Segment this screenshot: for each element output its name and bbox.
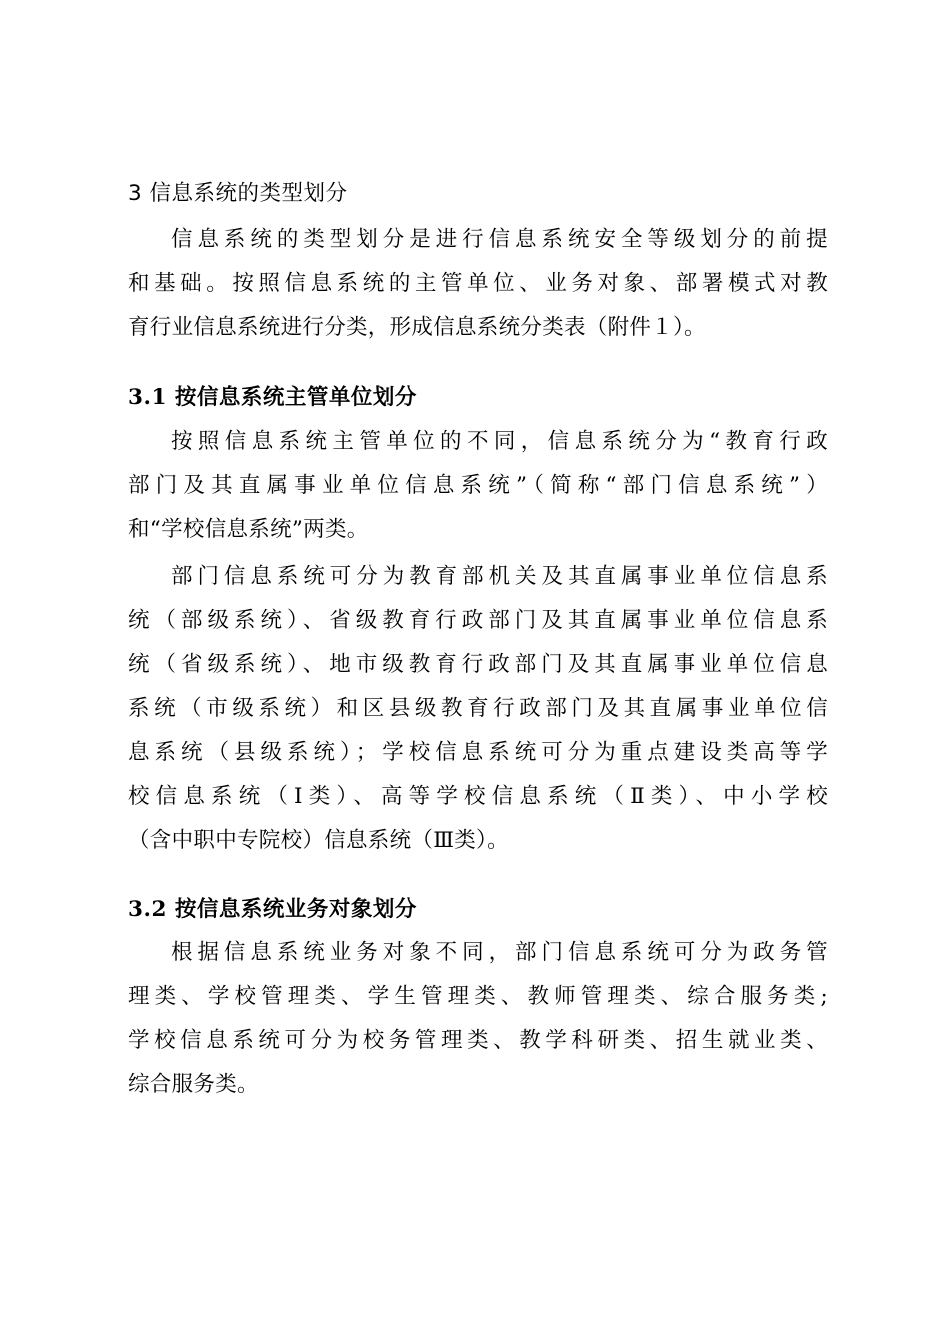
text-line: 学校信息系统可分为校务管理类、教学科研类、招生就业类、 — [128, 1028, 828, 1053]
section-3-1-paragraph-1 — [128, 420, 828, 552]
text-line: 育行业信息系统进行分类，形成信息系统分类表（附件１）。 — [128, 315, 706, 340]
section-3-1-paragraph-2 — [128, 555, 828, 863]
text-line: 部门信息系统可分为教育部机关及其直属事业单位信息系 — [171, 564, 828, 589]
section-3-1-heading: 3.1 按信息系统主管单位划分 — [128, 385, 417, 410]
text-line: 理类、学校管理类、学生管理类、教师管理类、综合服务类; — [128, 984, 828, 1009]
text-line: 综合服务类。 — [128, 1072, 259, 1097]
text-line: （含中职中专院校）信息系统（Ⅲ类）。 — [128, 828, 509, 853]
text-line: 按照信息系统主管单位的不同，信息系统分为“教育行政 — [171, 429, 828, 454]
section-3-paragraph-1 — [128, 218, 828, 350]
text-line: 统（省级系统）、地市级教育行政部门及其直属事业单位信息 — [128, 652, 828, 677]
text-line: 信息系统的类型划分是进行信息系统安全等级划分的前提 — [171, 227, 828, 252]
section-3-2-paragraph-1 — [128, 931, 828, 1107]
text-line: 校信息系统（Ⅰ类）、高等学校信息系统（Ⅱ类）、中小学校 — [128, 784, 828, 809]
text-line: 系统（市级系统）和区县级教育行政部门及其直属事业单位信 — [128, 696, 828, 721]
text-line: 和“学校信息系统”两类。 — [128, 517, 369, 542]
text-line: 统（部级系统）、省级教育行政部门及其直属事业单位信息系 — [128, 608, 828, 633]
text-line: 根据信息系统业务对象不同，部门信息系统可分为政务管 — [171, 940, 828, 965]
section-3-heading: 3 信息系统的类型划分 — [128, 181, 348, 206]
text-line: 和基础。按照信息系统的主管单位、业务对象、部署模式对教 — [128, 271, 828, 296]
section-3-2-heading: 3.2 按信息系统业务对象划分 — [128, 897, 417, 922]
text-line: 部门及其直属事业单位信息系统”（简称“部门信息系统”） — [128, 473, 828, 498]
text-line: 息系统（县级系统）；学校信息系统可分为重点建设类高等学 — [128, 740, 828, 765]
